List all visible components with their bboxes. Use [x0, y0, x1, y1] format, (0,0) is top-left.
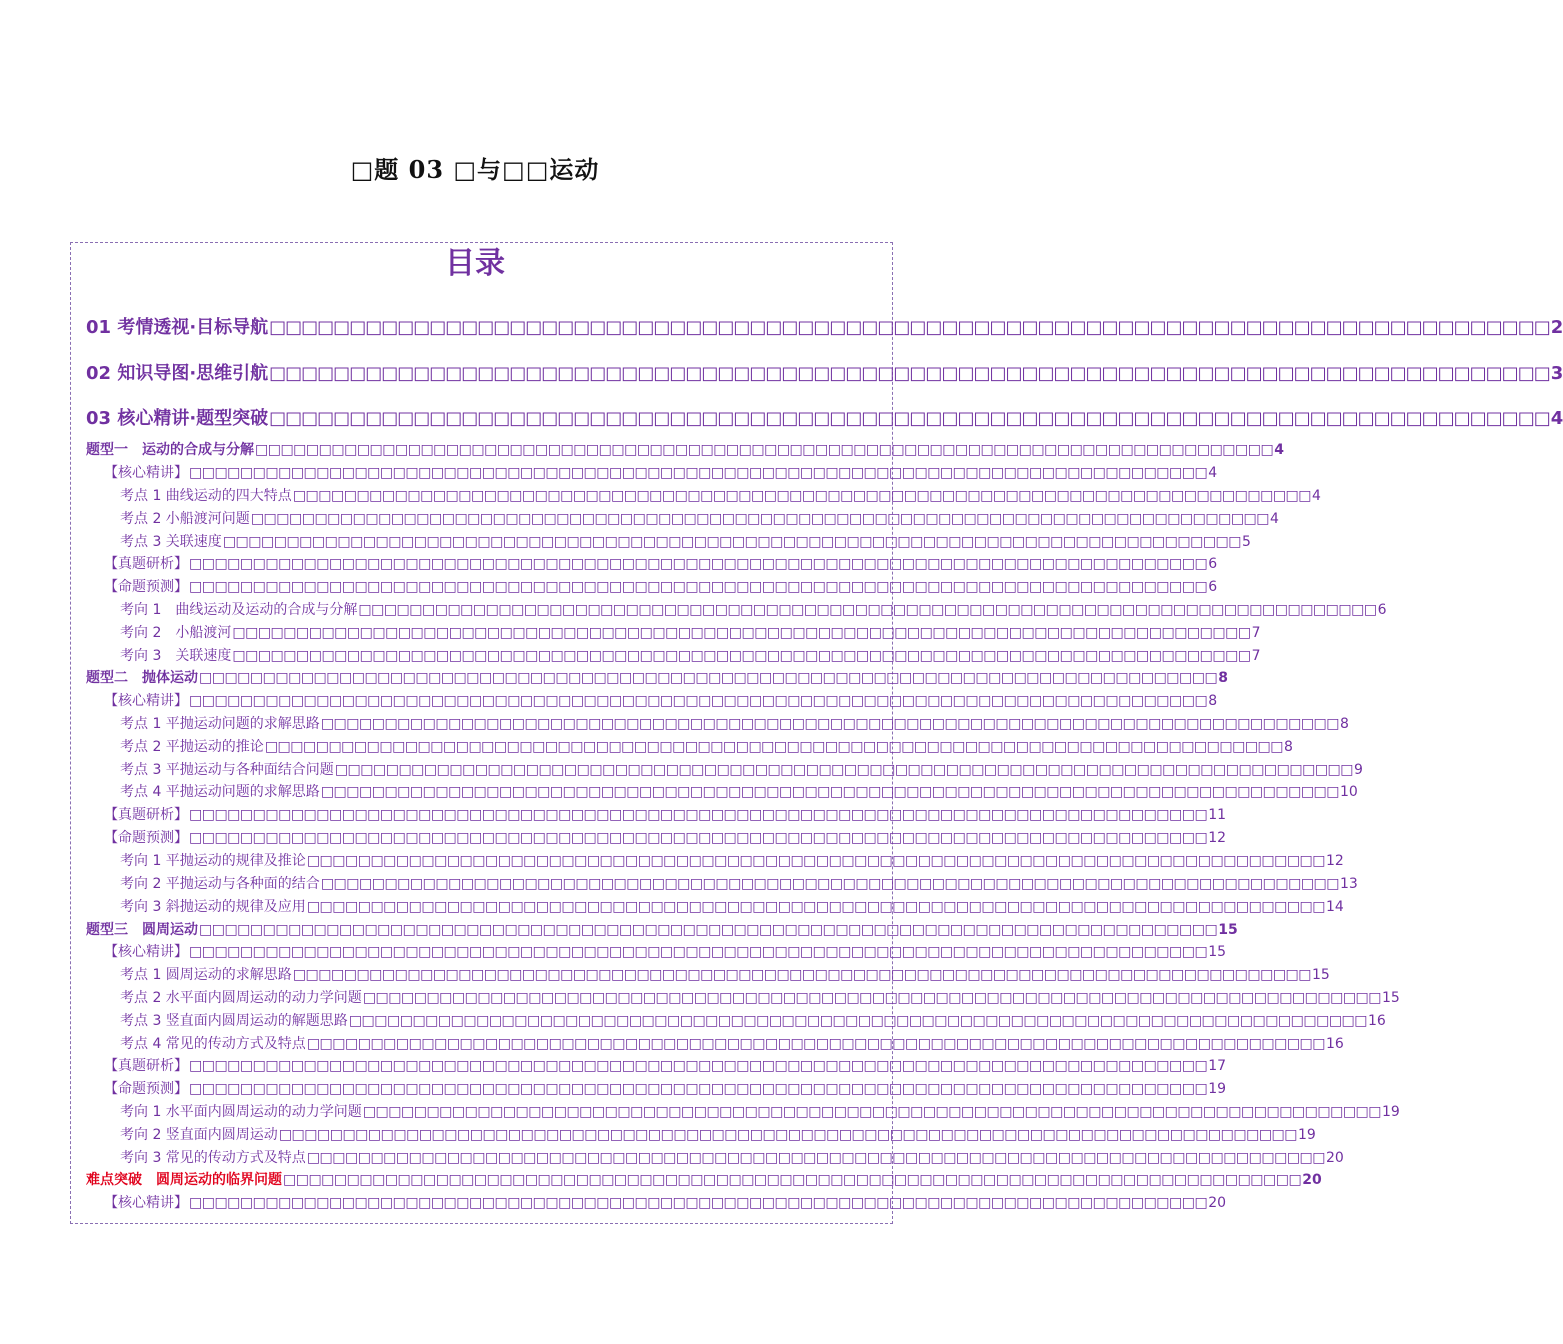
toc-page-number: 20: [1302, 1172, 1322, 1188]
toc-entry-label: 考点 1 圆周运动的求解思路: [120, 967, 292, 983]
toc-entry[interactable]: [120, 645, 1261, 665]
toc-entry-label: 考点 4 常见的传动方式及特点: [120, 1036, 306, 1052]
toc-entry[interactable]: [104, 462, 1218, 482]
toc-entry[interactable]: [86, 667, 1228, 687]
toc-page-number: 15: [1208, 944, 1227, 960]
toc-page-number: 16: [1326, 1036, 1344, 1052]
toc-page-number: 20: [1326, 1150, 1344, 1166]
toc-leader: □□□□□□□□□□□□□□□□□□□□□□□□□□□□□□□□□□□□□□□□□□□□□□□□□□□□□□□□□□□□□□□□□□□□□□□□□□□□□□□□: [199, 922, 1218, 938]
toc-entry[interactable]: [86, 919, 1238, 939]
toc-page-number: 8: [1208, 693, 1218, 709]
toc-entry-label: 考向 1 曲线运动及运动的合成与分解: [120, 602, 358, 618]
toc-entry-label: 考向 3 关联速度: [120, 648, 232, 664]
toc-entry-label: 【核心精讲】: [104, 693, 188, 709]
toc-entry[interactable]: [120, 1101, 1400, 1121]
toc-page-number: 15: [1312, 967, 1330, 983]
toc-page-number: 19: [1382, 1104, 1400, 1120]
toc-page-number: 4: [1550, 408, 1563, 429]
toc-entry-difficult[interactable]: [86, 1169, 1322, 1189]
toc-entry[interactable]: [120, 964, 1330, 984]
toc-entry-label: 考向 2 平抛运动与各种面的结合: [120, 876, 320, 892]
toc-leader: □□□□□□□□□□□□□□□□□□□□□□□□□□□□□□□□□□□□□□□□□□□□□□□□□□□□□□□□□□□□□□□□□□□□□□□□□□□□□□□□: [269, 317, 1550, 338]
toc-entry[interactable]: [120, 896, 1344, 916]
toc-leader: □□□□□□□□□□□□□□□□□□□□□□□□□□□□□□□□□□□□□□□□□□□□□□□□□□□□□□□□□□□□□□□□□□□□□□□□□□□□□□□□: [283, 1172, 1302, 1188]
toc-entry-label: 【命题预测】: [104, 830, 188, 846]
toc-page-number: 4: [1312, 488, 1321, 504]
toc-entry[interactable]: [120, 1124, 1316, 1144]
toc-page-number: 13: [1340, 876, 1358, 892]
toc-entry-label: 难点突破 圆周运动的临界问题: [86, 1172, 282, 1188]
toc-page-number: 17: [1208, 1058, 1227, 1074]
toc-leader: □□□□□□□□□□□□□□□□□□□□□□□□□□□□□□□□□□□□□□□□□□□□□□□□□□□□□□□□□□□□□□□□□□□□□□□□□□□□□□□□: [264, 739, 1284, 755]
toc-leader: □□□□□□□□□□□□□□□□□□□□□□□□□□□□□□□□□□□□□□□□□□□□□□□□□□□□□□□□□□□□□□□□□□□□□□□□□□□□□□□□: [334, 762, 1354, 778]
toc-leader: □□□□□□□□□□□□□□□□□□□□□□□□□□□□□□□□□□□□□□□□□□□□□□□□□□□□□□□□□□□□□□□□□□□□□□□□□□□□□□□□: [269, 408, 1550, 429]
toc-entry-label: 考向 3 常见的传动方式及特点: [120, 1150, 306, 1166]
toc-entry-label: 考点 3 关联速度: [120, 534, 222, 550]
toc-entry-label: 考向 3 斜抛运动的规律及应用: [120, 899, 306, 915]
toc-page-number: 12: [1326, 853, 1344, 869]
toc-entry-label: 考点 1 曲线运动的四大特点: [120, 488, 292, 504]
toc-page-number: 15: [1382, 990, 1400, 1006]
toc-entry[interactable]: [104, 1192, 1227, 1212]
toc-leader: □□□□□□□□□□□□□□□□□□□□□□□□□□□□□□□□□□□□□□□□□□□□□□□□□□□□□□□□□□□□□□□□□□□□□□□□□□□□□□□□: [189, 556, 1208, 572]
toc-leader: □□□□□□□□□□□□□□□□□□□□□□□□□□□□□□□□□□□□□□□□□□□□□□□□□□□□□□□□□□□□□□□□□□□□□□□□□□□□□□□□: [189, 1081, 1208, 1097]
toc-entry[interactable]: [86, 439, 1284, 459]
toc-leader: □□□□□□□□□□□□□□□□□□□□□□□□□□□□□□□□□□□□□□□□□□□□□□□□□□□□□□□□□□□□□□□□□□□□□□□□□□□□□□□□: [306, 853, 1326, 869]
toc-page-number: 4: [1270, 511, 1279, 527]
toc-entry[interactable]: [86, 404, 1563, 430]
toc-leader: □□□□□□□□□□□□□□□□□□□□□□□□□□□□□□□□□□□□□□□□□□□□□□□□□□□□□□□□□□□□□□□□□□□□□□□□□□□□□□□□: [189, 465, 1208, 481]
toc-leader: □□□□□□□□□□□□□□□□□□□□□□□□□□□□□□□□□□□□□□□□□□□□□□□□□□□□□□□□□□□□□□□□□□□□□□□□□□□□□□□□: [189, 944, 1208, 960]
toc-leader: □□□□□□□□□□□□□□□□□□□□□□□□□□□□□□□□□□□□□□□□□□□□□□□□□□□□□□□□□□□□□□□□□□□□□□□□□□□□□□□□: [348, 1013, 1368, 1029]
toc-leader: □□□□□□□□□□□□□□□□□□□□□□□□□□□□□□□□□□□□□□□□□□□□□□□□□□□□□□□□□□□□□□□□□□□□□□□□□□□□□□□□: [362, 990, 1382, 1006]
toc-entry[interactable]: [120, 781, 1358, 801]
toc-leader: □□□□□□□□□□□□□□□□□□□□□□□□□□□□□□□□□□□□□□□□□□□□□□□□□□□□□□□□□□□□□□□□□□□□□□□□□□□□□□□□: [306, 1150, 1326, 1166]
toc-entry[interactable]: [120, 622, 1261, 642]
toc-page-number: 12: [1208, 830, 1227, 846]
toc-leader: □□□□□□□□□□□□□□□□□□□□□□□□□□□□□□□□□□□□□□□□□□□□□□□□□□□□□□□□□□□□□□□□□□□□□□□□□□□□□□□□: [189, 1195, 1208, 1211]
toc-entry[interactable]: [104, 1055, 1227, 1075]
toc-leader: □□□□□□□□□□□□□□□□□□□□□□□□□□□□□□□□□□□□□□□□□□□□□□□□□□□□□□□□□□□□□□□□□□□□□□□□□□□□□□□□: [189, 807, 1208, 823]
toc-entry-label: 【命题预测】: [104, 1081, 188, 1097]
toc-entry[interactable]: [120, 759, 1363, 779]
toc-entry-label: 考向 1 平抛运动的规律及推论: [120, 853, 306, 869]
toc-entry-label: 考向 1 水平面内圆周运动的动力学问题: [120, 1104, 362, 1120]
toc-entry[interactable]: [104, 941, 1227, 961]
toc-entry-label: 题型二 抛体运动: [86, 670, 198, 686]
toc-leader: □□□□□□□□□□□□□□□□□□□□□□□□□□□□□□□□□□□□□□□□□□□□□□□□□□□□□□□□□□□□□□□□□□□□□□□□□□□□□□□□: [306, 899, 1326, 915]
toc-entry[interactable]: [104, 1078, 1227, 1098]
toc-page-number: 16: [1368, 1013, 1386, 1029]
toc-leader: □□□□□□□□□□□□□□□□□□□□□□□□□□□□□□□□□□□□□□□□□□□□□□□□□□□□□□□□□□□□□□□□□□□□□□□□□□□□□□□□: [320, 876, 1340, 892]
document-title: □题 03 □与□□运动: [350, 155, 600, 184]
toc-entry-label: 【真题研析】: [104, 556, 188, 572]
toc-entry-label: 01 考情透视·目标导航: [86, 317, 269, 338]
toc-page-number: 7: [1251, 625, 1261, 641]
toc-entry[interactable]: [120, 873, 1358, 893]
toc-leader: □□□□□□□□□□□□□□□□□□□□□□□□□□□□□□□□□□□□□□□□□□□□□□□□□□□□□□□□□□□□□□□□□□□□□□□□□□□□□□□□: [320, 784, 1340, 800]
toc-entry-label: 【真题研析】: [104, 807, 188, 823]
toc-page-number: 19: [1208, 1081, 1227, 1097]
toc-entry-label: 题型三 圆周运动: [86, 922, 198, 938]
toc-entry[interactable]: [120, 508, 1279, 528]
toc-leader: □□□□□□□□□□□□□□□□□□□□□□□□□□□□□□□□□□□□□□□□□□□□□□□□□□□□□□□□□□□□□□□□□□□□□□□□□□□□□□□□: [358, 602, 1377, 618]
toc-page-number: 8: [1218, 670, 1228, 686]
toc-entry-label: 考向 2 竖直面内圆周运动: [120, 1127, 278, 1143]
toc-leader: □□□□□□□□□□□□□□□□□□□□□□□□□□□□□□□□□□□□□□□□□□□□□□□□□□□□□□□□□□□□□□□□□□□□□□□□□□□□□□□□: [189, 830, 1208, 846]
toc-page-number: 14: [1326, 899, 1344, 915]
toc-entry-label: 考点 2 平抛运动的推论: [120, 739, 264, 755]
toc-entry-label: 【真题研析】: [104, 1058, 188, 1074]
toc-entry[interactable]: [120, 1033, 1344, 1053]
toc-entry-label: 03 核心精讲·题型突破: [86, 408, 269, 429]
toc-entry[interactable]: [120, 713, 1349, 733]
toc-page-number: 20: [1208, 1195, 1227, 1211]
toc-leader: □□□□□□□□□□□□□□□□□□□□□□□□□□□□□□□□□□□□□□□□□□□□□□□□□□□□□□□□□□□□□□□□□□□□□□□□□□□□□□□□: [232, 648, 1251, 664]
toc-page-number: 4: [1274, 442, 1284, 458]
toc-leader: □□□□□□□□□□□□□□□□□□□□□□□□□□□□□□□□□□□□□□□□□□□□□□□□□□□□□□□□□□□□□□□□□□□□□□□□□□□□□□□□: [189, 579, 1208, 595]
toc-leader: □□□□□□□□□□□□□□□□□□□□□□□□□□□□□□□□□□□□□□□□□□□□□□□□□□□□□□□□□□□□□□□□□□□□□□□□□□□□□□□□: [255, 442, 1274, 458]
toc-entry-label: 02 知识导图·思维引航: [86, 363, 269, 384]
toc-entry[interactable]: [86, 313, 1563, 339]
toc-entry-label: 考向 2 小船渡河: [120, 625, 232, 641]
toc-leader: □□□□□□□□□□□□□□□□□□□□□□□□□□□□□□□□□□□□□□□□□□□□□□□□□□□□□□□□□□□□□□□□□□□□□□□□□□□□□□□□: [222, 534, 1242, 550]
toc-entry[interactable]: [120, 1147, 1344, 1167]
toc-entry-label: 考点 2 小船渡河问题: [120, 511, 250, 527]
toc-entry[interactable]: [104, 804, 1227, 824]
toc-entry-label: 考点 3 竖直面内圆周运动的解题思路: [120, 1013, 348, 1029]
toc-leader: □□□□□□□□□□□□□□□□□□□□□□□□□□□□□□□□□□□□□□□□□□□□□□□□□□□□□□□□□□□□□□□□□□□□□□□□□□□□□□□□: [362, 1104, 1382, 1120]
toc-entry-label: 题型一 运动的合成与分解: [86, 442, 254, 458]
toc-entry-label: 【核心精讲】: [104, 465, 188, 481]
toc-leader: □□□□□□□□□□□□□□□□□□□□□□□□□□□□□□□□□□□□□□□□□□□□□□□□□□□□□□□□□□□□□□□□□□□□□□□□□□□□□□□□: [320, 716, 1340, 732]
toc-entry-label: 考点 4 平抛运动问题的求解思路: [120, 784, 320, 800]
toc-entry[interactable]: [120, 599, 1387, 619]
toc-leader: □□□□□□□□□□□□□□□□□□□□□□□□□□□□□□□□□□□□□□□□□□□□□□□□□□□□□□□□□□□□□□□□□□□□□□□□□□□□□□□□: [189, 1058, 1208, 1074]
toc-entry[interactable]: [120, 485, 1321, 505]
toc-entry-label: 考点 3 平抛运动与各种面结合问题: [120, 762, 334, 778]
toc-leader: □□□□□□□□□□□□□□□□□□□□□□□□□□□□□□□□□□□□□□□□□□□□□□□□□□□□□□□□□□□□□□□□□□□□□□□□□□□□□□□□: [292, 488, 1312, 504]
toc-page-number: 6: [1208, 556, 1218, 572]
toc-page-number: 2: [1550, 317, 1563, 338]
toc-entry[interactable]: [86, 359, 1563, 385]
toc-page-number: 8: [1340, 716, 1349, 732]
toc-page-number: 4: [1208, 465, 1218, 481]
toc-leader: □□□□□□□□□□□□□□□□□□□□□□□□□□□□□□□□□□□□□□□□□□□□□□□□□□□□□□□□□□□□□□□□□□□□□□□□□□□□□□□□: [199, 670, 1218, 686]
toc-leader: □□□□□□□□□□□□□□□□□□□□□□□□□□□□□□□□□□□□□□□□□□□□□□□□□□□□□□□□□□□□□□□□□□□□□□□□□□□□□□□□: [278, 1127, 1298, 1143]
toc-entry-label: 考点 1 平抛运动问题的求解思路: [120, 716, 320, 732]
toc-page-number: 3: [1550, 363, 1563, 384]
toc-page-number: 10: [1340, 784, 1358, 800]
toc-leader: □□□□□□□□□□□□□□□□□□□□□□□□□□□□□□□□□□□□□□□□□□□□□□□□□□□□□□□□□□□□□□□□□□□□□□□□□□□□□□□□: [250, 511, 1270, 527]
toc-page-number: 6: [1208, 579, 1218, 595]
toc-leader: □□□□□□□□□□□□□□□□□□□□□□□□□□□□□□□□□□□□□□□□□□□□□□□□□□□□□□□□□□□□□□□□□□□□□□□□□□□□□□□□: [269, 363, 1550, 384]
toc-entry-label: 【核心精讲】: [104, 1195, 188, 1211]
toc-page-number: 11: [1208, 807, 1227, 823]
toc-entry-label: 【命题预测】: [104, 579, 188, 595]
toc-entry-label: 【核心精讲】: [104, 944, 188, 960]
toc-leader: □□□□□□□□□□□□□□□□□□□□□□□□□□□□□□□□□□□□□□□□□□□□□□□□□□□□□□□□□□□□□□□□□□□□□□□□□□□□□□□□: [232, 625, 1251, 641]
toc-leader: □□□□□□□□□□□□□□□□□□□□□□□□□□□□□□□□□□□□□□□□□□□□□□□□□□□□□□□□□□□□□□□□□□□□□□□□□□□□□□□□: [292, 967, 1312, 983]
toc-entry[interactable]: [120, 1010, 1386, 1030]
toc-entry-label: 考点 2 水平面内圆周运动的动力学问题: [120, 990, 362, 1006]
toc-page-number: 7: [1251, 648, 1261, 664]
toc-page-number: 5: [1242, 534, 1251, 550]
toc-page-number: 15: [1218, 922, 1238, 938]
toc-entry[interactable]: [120, 736, 1293, 756]
toc-leader: □□□□□□□□□□□□□□□□□□□□□□□□□□□□□□□□□□□□□□□□□□□□□□□□□□□□□□□□□□□□□□□□□□□□□□□□□□□□□□□□: [306, 1036, 1326, 1052]
toc-heading: 目录: [445, 246, 505, 281]
toc-page-number: 8: [1284, 739, 1293, 755]
toc-page-number: 6: [1377, 602, 1387, 618]
toc-entry[interactable]: [120, 850, 1344, 870]
toc-entry[interactable]: [104, 827, 1227, 847]
toc-entry[interactable]: [104, 576, 1218, 596]
toc-entry[interactable]: [120, 531, 1251, 551]
toc-entry[interactable]: [104, 690, 1218, 710]
toc-page-number: 19: [1298, 1127, 1316, 1143]
toc-page-number: 9: [1354, 762, 1363, 778]
toc-entry[interactable]: [104, 553, 1218, 573]
toc-leader: □□□□□□□□□□□□□□□□□□□□□□□□□□□□□□□□□□□□□□□□□□□□□□□□□□□□□□□□□□□□□□□□□□□□□□□□□□□□□□□□: [189, 693, 1208, 709]
toc-entry[interactable]: [120, 987, 1400, 1007]
